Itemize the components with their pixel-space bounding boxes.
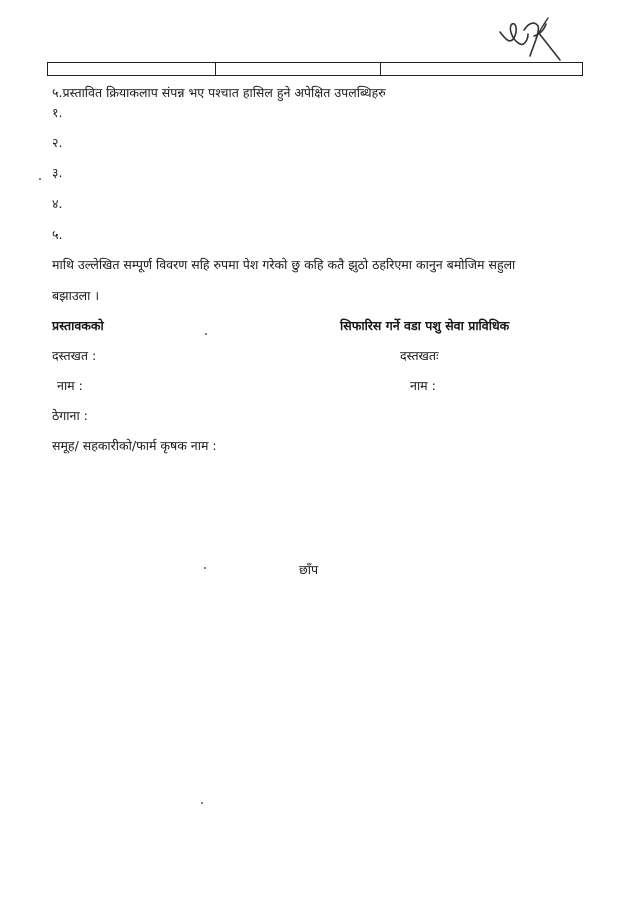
list-item: ४. — [52, 196, 63, 211]
list-item: १. — [52, 105, 63, 120]
scan-speck — [201, 802, 203, 804]
table-bottom-row — [47, 62, 583, 76]
scan-speck — [39, 178, 41, 180]
handwritten-signature — [494, 10, 566, 64]
scan-speck — [205, 333, 207, 335]
recommender-name-label: नाम : — [410, 378, 436, 393]
scan-speck — [204, 567, 206, 569]
list-item: २. — [52, 135, 63, 150]
group-name-label: समूह/ सहकारीको/फार्म कृषक नाम : — [52, 438, 217, 453]
list-item: ५. — [52, 227, 63, 242]
list-item: ३. — [52, 165, 63, 180]
section-heading: ५.प्रस्तावित क्रियाकलाप संपन्न भए पश्चात हासिल हुने अपेक्षित उपलब्धिहरु — [52, 85, 386, 100]
table-divider — [380, 63, 381, 75]
recommender-heading: सिफारिस गर्ने वडा पशु सेवा प्राविधिक — [340, 318, 510, 333]
proposer-name-label: नाम : — [57, 378, 83, 393]
declaration-line-1: माथि उल्लेखित सम्पूर्ण विवरण सहि रुपमा पेश गरेको छु कहि कतै झुठो ठहरिएमा कानुन बमोजिम सहुला — [52, 257, 516, 272]
stamp-label: छाँप — [299, 562, 319, 577]
recommender-signature-label: दस्तखतः — [400, 348, 439, 363]
proposer-heading: प्रस्तावकको — [52, 318, 104, 333]
table-divider — [215, 63, 216, 75]
proposer-signature-label: दस्तखत : — [52, 348, 97, 363]
declaration-line-2: बझाउला । — [52, 288, 100, 303]
proposer-address-label: ठेगाना : — [52, 408, 88, 423]
